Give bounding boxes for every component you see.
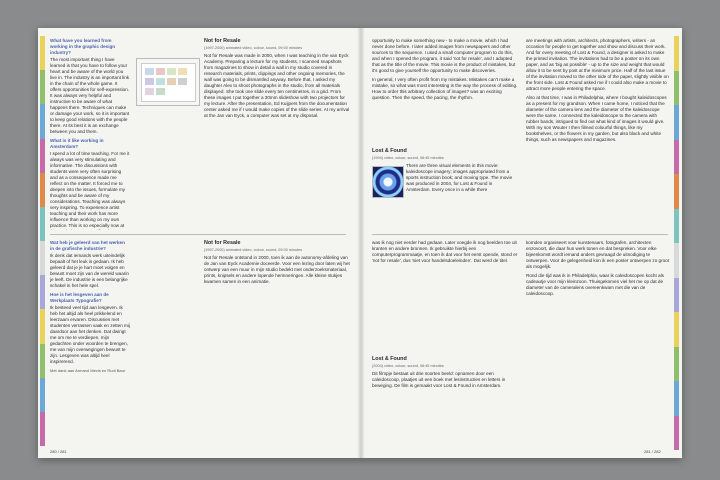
- right-col2-paragraph-2: Also at that time, I was in Philadelphia, where I bought kaleidoscopes as a present for my grandson. When I came home, I noticed that the diameter of the camera lens and the diameter of the kaleidoscope were the same. I connected the kaleidoscope to the camera with rubber bands, intrigued to find out what kind of images it would give. With my son Wouter I then filmed colourful things, like my bookshelves, or the flowers in my garden, but also black and white things, such as newspapers and magazines.: [526, 95, 667, 142]
- interview-answer-nl: Ik denk dat iemands werk uiteindelijk bepaalt of het leuk is gedaan. Ik heb geleerd dat je je hart moet volgen en bewust moet zijn van de wereld waarin je leeft. De industrie is een belangrijke schakel in het hele spel.: [50, 253, 129, 288]
- interview-question-nl: Wat heb je geleerd van het werken in de grafische industrie?: [50, 240, 125, 251]
- right-page-text-en: [372, 38, 518, 148]
- interview-question: What have you learned from working in the graphic design industry?: [50, 38, 116, 55]
- work-title: Not for Resale: [204, 38, 241, 44]
- signature-nl: Met dank aan Armand Mevis en Rudi Baur: [50, 368, 126, 373]
- interview-question-2: What is it like working in Amsterdam?: [50, 138, 104, 149]
- work-lost-found-nl: [372, 356, 518, 446]
- work-description-nl: Not for Resale ontstond in 2000, toen ik aan de autonomy-afdeling van de Jan van Eyck Academie doceerde. Voor een lezing door laten wij het ontwerp van een muur in mijn studio bedekt met onderzoeksmateriaal, prints, knipsels en andere lopende herinneringen. Alle kleine stukjes kwamen samen in een animatie.: [204, 255, 350, 284]
- color-index-strip: [40, 36, 45, 446]
- right-paragraph-2: In general, I very often profit from my mistakes. Mistakes can't make a mistake, so what was most interesting is the way the process of editing. How to order this arbitrary collection of images? was an exciting question. Then the speed, the pacing, the rhythm.: [372, 77, 518, 100]
- book-spread: [38, 28, 682, 458]
- interview-answer-2: I spend a lot of time teaching. For me it always was very stimulating and informative. The discussions with students were very often surprising and as a consequence made me reflect on the matter. It forced me to deepen into the issues, formulate my thoughts and be aware of my considerations. Teaching was always very inspiring. To experience artist teaching and their work has more influence than working on my own practice. This is so especially now at: [50, 151, 130, 228]
- book-gutter: [357, 28, 365, 458]
- right-col2-paragraph-1: are meetings with artists, architects, photographers, writers - an occasion for people to get together and show and discuss their work. And for every meeting of Lost & Found, a designer is asked to make the printed invitation. The invitations had to be a poster on its own paper, and as 'big as possible' - up to the size and weight that would allow it to be sent by post at the minimum price. Half of the last issue of the invitation moved to the other side of the paper, slightly visible on the front side. Lost & Found asked me if I could also make a movie to attract more people entering the space.: [526, 38, 669, 91]
- interview-answer-nl-2: Ik besteed veel tijd aan lesgeven. Ik heb het altijd als heel prikkelend en leerzaam ervaren. Discussies met studenten verrassen vaak en zetten mij daardoor aan het denken. Dat dwingt me om me te verdiepen, mijn gedachten onder woorden te brengen, me van mijn overwegingen bewust te zijn. Lesgeven was altijd heel inspirerend.: [50, 305, 130, 364]
- kaleidoscope-image: [372, 166, 404, 198]
- work2-title: Lost & Found: [372, 148, 407, 154]
- page-number-left: 280 / 281: [50, 449, 67, 454]
- video-still-image: [136, 58, 200, 106]
- right-col2-paragraph-nl-1: komden organiseert voor kunstenaars, fotografen, architecten enzovoort, die daar hun werk tonen en dat bespreken. Voor elke bijeenkomst wordt iemand anders gevraagd de uitnodiging te ontwerpen. Voor de gelegenheid kon ik een poster ontwerpen zo groot als mogelijk.: [526, 240, 670, 269]
- work3-title: Lost & Found: [372, 356, 407, 362]
- right-col2-paragraph-nl-2: Rond die tijd was ik in Philadelphia, waar ik caleidoscopen kocht als cadeautje voor mijn kleinzoon. Thuisgekomen viel het me op dat de diameter van de cameralens overeenkwam met die van de caleidoscoop.: [526, 273, 664, 296]
- work2-description: There are three visual elements in this movie: kaleidoscope imagery; images appropriated from a sports instruction book; and moving type. The movie was produced in 2004, for Lost & Found in Amsterdam. Every once in a while there: [406, 163, 513, 192]
- color-index-strip-right: [674, 36, 679, 450]
- right-paragraph-nl: was ik nog niet eerder had gedaan. Later voegde ik nog beelden toe uit kranten en andere bronnen. Ik gebruikte hierbij een computerprogrammaatje, en toen ik dat voor het eerst opende, stond er 'not for resale', dus 'niet voor handelsdoeleinden'. Dat werd de titel.: [372, 240, 518, 263]
- left-page-dutch-interview: [50, 240, 130, 445]
- right-paragraph-1: opportunity to make something new - to make a movie, which I had never done before. I later added images from newspapers and other sources to the sequence. I used a small computer program to do this, and when I opened the program, it said 'not for resale', and I adopted that as the title of the movie. This movie is the product of mistakes, but it's good to give yourself the opportunity to make discoveries.: [372, 38, 516, 73]
- work-meta: (1997-2000) animated video, colour, sound, 09:00 minutes: [204, 46, 303, 50]
- interview-answer: The most important thing I have learned is that you have to follow your heart and be aware of the world you live in. The industry is an important link in the chain of the whole game. It offers opportunities for self-expression. It was always very helpful and instructive to be aware of what happens there. Techniques can make or damage your work, so it is important to keep good relations with the people there. At its best it is an exchange between you and them.: [50, 57, 130, 134]
- work-not-for-resale-en: [204, 38, 350, 230]
- screen-window: [141, 63, 196, 102]
- work3-description: Dit filmpje bestaat uit drie soorten beeld: opnamen door een caleidoscoop, plaatjes uit een boek met lesinstructies en letters in beweging. De film is gemaakt voor Lost & Found in Amsterdam.: [372, 371, 506, 388]
- page-number-right: 281 / 282: [644, 449, 661, 454]
- work-title-nl: Not for Resale: [204, 240, 241, 246]
- work-description: Not for Resale was made in 2000, when I was teaching in the van Eyck Academy. Preparing a lecture for my students, I scanned snapshots from magazines to show in detail a wall in my studio covered in research materials, prints, clippings and other ongoing memories, the wall was going to be dismantled anyway. Before that, I asked my daughter Alex to shoot photographs in the studio, from all materials displayed. She took one slide every ten centimetres, in a grid. From these images I put together a 30mm slideshow with two projectors for my lecture. After the presentation, Ed Kuijpers from the documentation center asked me if I would make copies of the slide series. At my arrival at the Jan van Eyck, a computer was set at my disposal.: [204, 53, 350, 118]
- divider-right-top: [372, 234, 668, 235]
- work2-meta: (1994) video, colour, sound, 08:45 minutes: [372, 156, 444, 160]
- left-page-english-interview: [50, 38, 130, 230]
- work-not-for-resale-nl: [204, 240, 350, 445]
- work-meta-nl: (1997-2000) animated video, colour, sound, 09:00 minutes: [204, 248, 303, 252]
- right-col2-nl: [526, 240, 670, 440]
- right-page-text-nl: [372, 240, 518, 350]
- work3-meta: (2004) video, colour, sound, 08:45 minutes: [372, 364, 444, 368]
- divider-left-top: [50, 234, 346, 235]
- right-col2-en: [526, 38, 670, 230]
- interview-question-nl-2: Hoe is het lesgeven aan de Werkplaats Typografie?: [50, 292, 109, 303]
